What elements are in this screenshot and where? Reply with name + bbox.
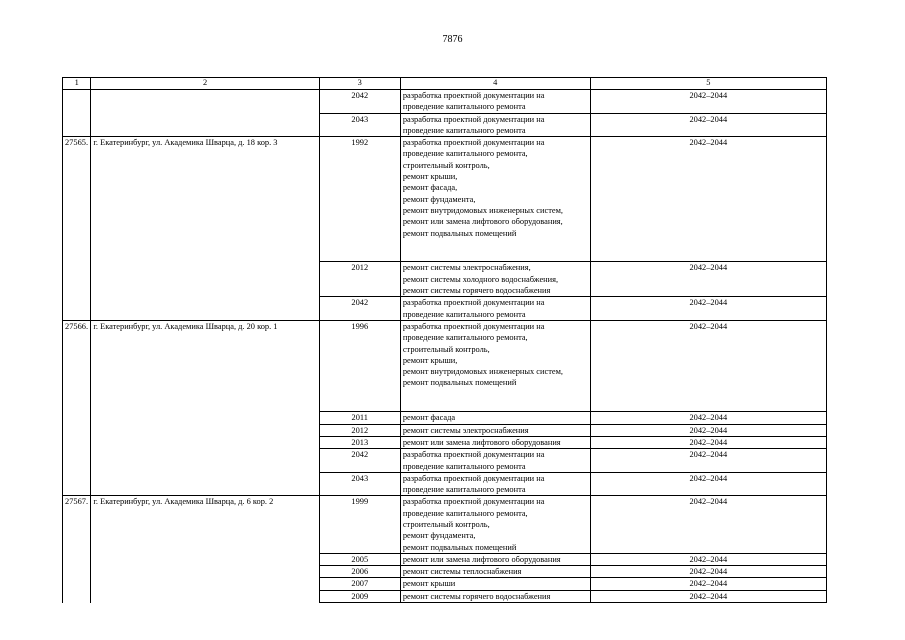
table-row: [63, 320, 827, 411]
work-type-line: ремонт крыши,: [402, 172, 458, 182]
work-type-line: ремонт внутридомовых инженерных систем,: [402, 205, 563, 215]
work-type-line: проведение капитального ремонта: [402, 461, 526, 471]
table-row: [63, 436, 827, 448]
work-type-line: ремонт системы холодного водоснабжения,: [402, 274, 559, 284]
work-types-cell: [400, 412, 590, 424]
record-number: [63, 262, 91, 297]
work-type-line: строительный контроль,: [402, 344, 490, 354]
building-address: г. Екатеринбург, ул. Академика Шварца, д. 18 кор. 3: [91, 137, 319, 262]
year-cell: 1999: [319, 496, 400, 553]
table-row: [63, 297, 827, 321]
work-type-line: разработка проектной документации на: [402, 473, 545, 483]
year-cell: 2005: [319, 553, 400, 565]
table-row: [63, 566, 827, 578]
year-cell: 2042: [319, 449, 400, 473]
work-type-line: проведение капитального ремонта: [402, 102, 526, 112]
year-cell: 1996: [319, 320, 400, 411]
year-cell: 2043: [319, 472, 400, 496]
header-col-3: 3: [319, 78, 400, 90]
planned-period-cell: 2042–2044: [590, 566, 826, 578]
work-type-line: разработка проектной документации на: [402, 138, 545, 148]
work-type-line: ремонт внутридомовых инженерных систем,: [402, 367, 563, 377]
record-number: [63, 90, 91, 114]
planned-period-cell: 2042–2044: [590, 424, 826, 436]
table-row: [63, 113, 827, 137]
work-type-line: ремонт фасада: [402, 413, 456, 423]
record-number: [63, 297, 91, 321]
year-cell: 2043: [319, 113, 400, 137]
planned-period-cell: 2042–2044: [590, 472, 826, 496]
building-address: [91, 590, 319, 602]
record-number: 27565.: [63, 137, 91, 262]
work-type-line: разработка проектной документации на: [402, 321, 545, 331]
year-cell: 2042: [319, 297, 400, 321]
planned-period-cell: 2042–2044: [590, 262, 826, 297]
record-number: 27567.: [63, 496, 91, 553]
work-type-line: ремонт крыши: [402, 579, 456, 589]
record-number: [63, 412, 91, 424]
work-types-cell: [400, 113, 590, 137]
work-types-cell: [400, 90, 590, 114]
work-type-line: ремонт подвальных помещений: [402, 378, 517, 388]
work-types-cell: [400, 424, 590, 436]
work-type-line: строительный контроль,: [402, 519, 490, 529]
page-number: 7876: [442, 34, 463, 45]
work-types-cell: [400, 472, 590, 496]
work-types-cell: [400, 566, 590, 578]
year-cell: 2009: [319, 590, 400, 602]
work-type-line: проведение капитального ремонта,: [402, 508, 528, 518]
building-address: [91, 90, 319, 114]
table-row: [63, 137, 827, 262]
work-type-line: ремонт подвальных помещений: [402, 228, 517, 238]
record-number: [63, 590, 91, 602]
work-type-line: разработка проектной документации на: [402, 298, 545, 308]
table-row: [63, 412, 827, 424]
work-type-line: разработка проектной документации на: [402, 450, 545, 460]
planned-period-cell: 2042–2044: [590, 436, 826, 448]
work-type-line: ремонт фасада,: [402, 183, 458, 193]
year-cell: 2006: [319, 566, 400, 578]
work-type-line: ремонт или замена лифтового оборудования: [402, 554, 561, 564]
table-row: [63, 262, 827, 297]
building-address: [91, 578, 319, 590]
building-address: [91, 472, 319, 496]
header-col-5: 5: [590, 78, 826, 90]
planned-period-cell: 2042–2044: [590, 553, 826, 565]
table-row: [63, 590, 827, 602]
work-types-cell: [400, 449, 590, 473]
work-type-line: ремонт или замена лифтового оборудования: [402, 437, 561, 447]
work-type-line: разработка проектной документации на: [402, 114, 545, 124]
work-type-line: ремонт фундамента,: [402, 531, 476, 541]
planned-period-cell: 2042–2044: [590, 297, 826, 321]
work-type-line: проведение капитального ремонта: [402, 125, 526, 135]
table-row: [63, 424, 827, 436]
record-number: [63, 424, 91, 436]
work-type-line: проведение капитального ремонта,: [402, 333, 528, 343]
table-row: [63, 449, 827, 473]
building-address: [91, 553, 319, 565]
year-cell: 2011: [319, 412, 400, 424]
building-address: г. Екатеринбург, ул. Академика Шварца, д. 20 кор. 1: [91, 320, 319, 411]
work-types-cell: [400, 320, 590, 411]
work-type-line: ремонт системы горячего водоснабжения: [402, 591, 551, 601]
table-row: [63, 472, 827, 496]
building-address: [91, 113, 319, 137]
building-address: [91, 424, 319, 436]
work-type-line: ремонт или замена лифтового оборудования,: [402, 217, 563, 227]
work-types-cell: [400, 496, 590, 553]
year-cell: 2042: [319, 90, 400, 114]
work-type-line: ремонт подвальных помещений: [402, 542, 517, 552]
year-cell: 1992: [319, 137, 400, 262]
record-number: [63, 578, 91, 590]
planned-period-cell: 2042–2044: [590, 578, 826, 590]
planned-period-cell: 2042–2044: [590, 113, 826, 137]
work-types-cell: [400, 553, 590, 565]
work-type-line: проведение капитального ремонта: [402, 309, 526, 319]
header-row: [63, 78, 827, 90]
building-address: [91, 262, 319, 297]
record-number: [63, 436, 91, 448]
work-type-line: проведение капитального ремонта: [402, 485, 526, 495]
header-col-1: 1: [63, 78, 91, 90]
work-type-line: разработка проектной документации на: [402, 497, 545, 507]
work-type-line: разработка проектной документации на: [402, 91, 545, 100]
planned-period-cell: 2042–2044: [590, 320, 826, 411]
record-number: [63, 472, 91, 496]
header-col-2: 2: [91, 78, 319, 90]
record-number: [63, 449, 91, 473]
planned-period-cell: 2042–2044: [590, 90, 826, 114]
work-types-cell: [400, 436, 590, 448]
work-type-line: ремонт крыши,: [402, 355, 458, 365]
year-cell: 2013: [319, 436, 400, 448]
table-row: [63, 578, 827, 590]
work-type-line: ремонт системы горячего водоснабжения: [402, 286, 551, 296]
building-address: [91, 297, 319, 321]
work-type-line: ремонт фундамента,: [402, 194, 476, 204]
work-types-cell: [400, 297, 590, 321]
year-cell: 2012: [319, 424, 400, 436]
work-type-line: ремонт системы электроснабжения: [402, 425, 529, 435]
work-type-line: проведение капитального ремонта,: [402, 149, 528, 159]
building-address: [91, 449, 319, 473]
work-types-cell: [400, 262, 590, 297]
work-type-line: строительный контроль,: [402, 160, 490, 170]
building-address: [91, 436, 319, 448]
table-body: [63, 90, 827, 603]
year-cell: 2012: [319, 262, 400, 297]
record-number: [63, 553, 91, 565]
header-col-4: 4: [400, 78, 590, 90]
planned-period-cell: 2042–2044: [590, 449, 826, 473]
work-types-cell: [400, 137, 590, 262]
record-number: 27566.: [63, 320, 91, 411]
work-type-line: ремонт системы теплоснабжения: [402, 567, 522, 577]
building-address: [91, 566, 319, 578]
table-row: [63, 90, 827, 114]
year-cell: 2007: [319, 578, 400, 590]
capital-repair-table: [62, 77, 827, 603]
record-number: [63, 566, 91, 578]
work-type-line: ремонт системы электроснабжения,: [402, 263, 531, 273]
planned-period-cell: 2042–2044: [590, 412, 826, 424]
work-types-cell: [400, 578, 590, 590]
table-row: [63, 496, 827, 553]
building-address: [91, 412, 319, 424]
record-number: [63, 113, 91, 137]
building-address: г. Екатеринбург, ул. Академика Шварца, д. 6 кор. 2: [91, 496, 319, 553]
table-row: [63, 553, 827, 565]
planned-period-cell: 2042–2044: [590, 137, 826, 262]
planned-period-cell: 2042–2044: [590, 590, 826, 602]
work-types-cell: [400, 590, 590, 602]
planned-period-cell: 2042–2044: [590, 496, 826, 553]
